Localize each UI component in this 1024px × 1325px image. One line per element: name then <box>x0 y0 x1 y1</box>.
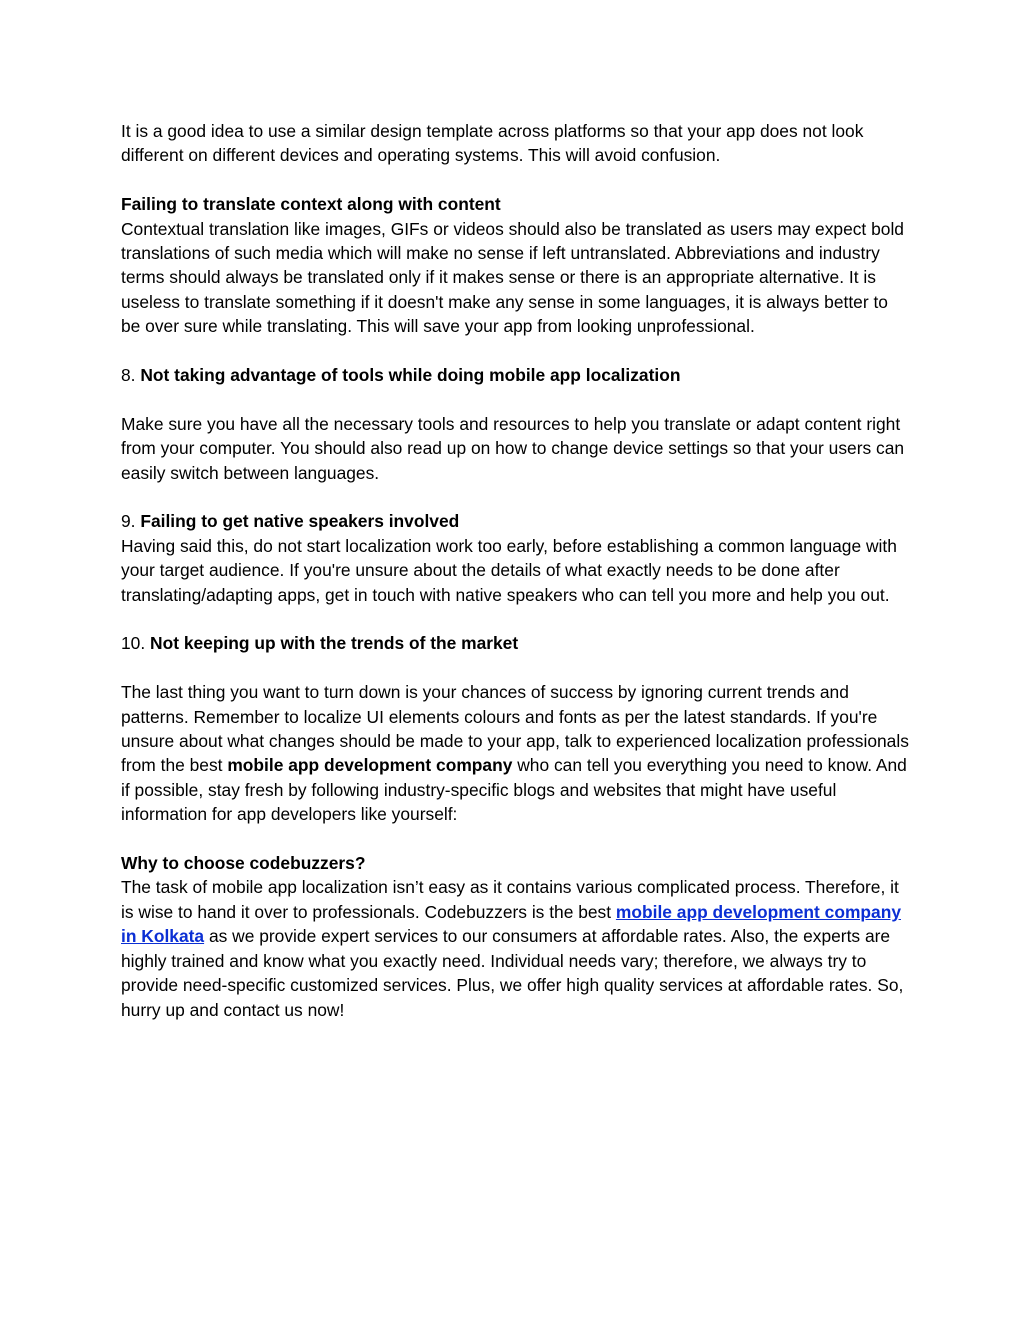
section-10-heading-line <box>121 631 911 655</box>
section-8-body: Make sure you have all the necessary tools and resources to help you translate or adapt content right from your computer. You should also read up on how to change device settings so that your users can easily switch between languages. <box>121 413 905 483</box>
section-9-number: 9. <box>121 511 141 532</box>
section-context-heading: Failing to translate context along with content <box>121 194 501 215</box>
section-10-body-paragraph <box>121 680 911 826</box>
section-8-body-paragraph <box>121 412 911 485</box>
section-why-heading: Why to choose codebuzzers? <box>121 853 366 874</box>
section-9-body: Having said this, do not start localization work too early, before establishing a common language with your target audience. If you're unsure about the details of what exactly needs to be done after translating/adapting apps, get in touch with native speakers who can tell you more and help you out. <box>121 535 897 605</box>
section-10-body-bold: mobile app development company <box>227 755 513 776</box>
company-link[interactable]: mobile app development company in Kolkata <box>121 901 901 947</box>
intro-text: It is a good idea to use a similar design template across platforms so that your app does not look different on different devices and operating systems. This will avoid confusion. <box>121 121 864 166</box>
section-10-number: 10. <box>121 633 151 654</box>
section-why-body-after: as we provide expert services to our consumers at affordable rates. Also, the experts are highly trained and know what you exactly need. Individual needs vary; therefore, we always try to provide need-specific customized services. Plus, we offer high quality services at affordable rates. So, hurry up and contact us now! <box>121 926 904 1020</box>
section-10-body-after: who can tell you everything you need to know. And if possible, stay fresh by following industry-specific blogs and websites that might have useful information for app developers like yourself: <box>121 755 907 825</box>
section-why <box>121 851 911 1022</box>
intro-paragraph <box>121 119 911 168</box>
section-context <box>121 192 911 338</box>
section-10-heading: Not keeping up with the trends of the market <box>150 633 519 654</box>
section-why-body-before: The task of mobile app localization isn’t easy as it contains various complicated process. Therefore, it is wise to hand it over to professionals. Codebuzzers is the best <box>121 877 899 922</box>
section-context-body: Contextual translation like images, GIFs or videos should also be translated as users may expect bold translations of such media which will make no sense if left untranslated. Abbreviations and industry terms should always be translated only if it makes sense or there is an appropriate alternative. It is useless to translate something if it doesn't make any sense in some languages, it is always better to be over sure while translating. This will save your app from looking unprofessional. <box>121 218 904 337</box>
section-8-number: 8. <box>121 365 141 386</box>
section-8-heading: Not taking advantage of tools while doing mobile app localization <box>140 365 681 386</box>
section-8-heading-line <box>121 363 911 387</box>
section-9 <box>121 509 911 607</box>
document-page <box>121 119 911 1046</box>
section-10-body-before: The last thing you want to turn down is your chances of success by ignoring current trends and patterns. Remember to localize UI elements colours and fonts as per the latest standards. If you're unsure about what changes should be made to your app, talk to experienced localization professionals from the best <box>121 682 909 776</box>
section-9-heading: Failing to get native speakers involved <box>140 511 460 532</box>
